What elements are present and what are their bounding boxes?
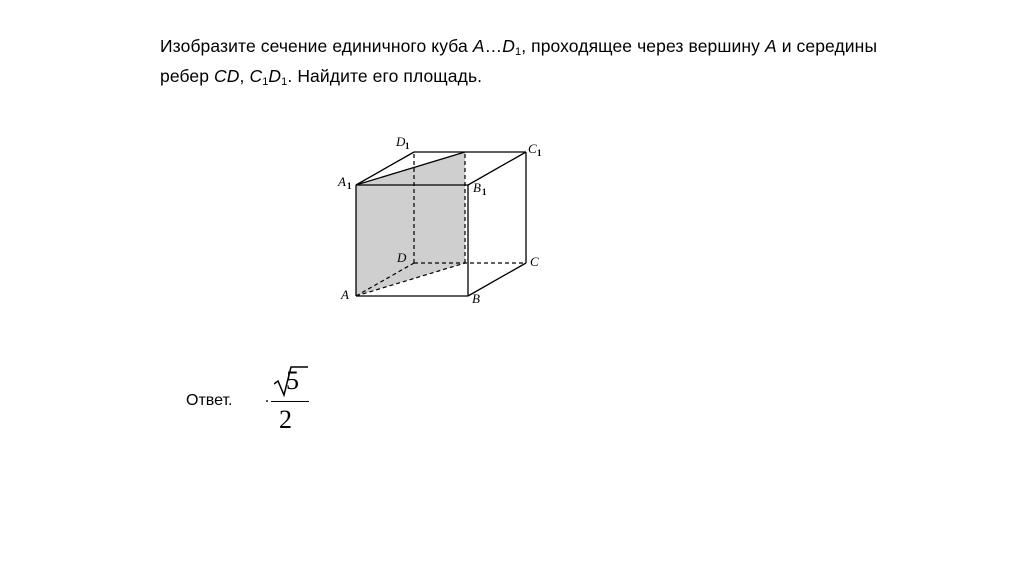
vertex-label-A1: A xyxy=(338,174,346,189)
vertex-label-B1: B xyxy=(473,180,481,195)
decorative-dot xyxy=(266,400,268,402)
vertex-label-D: D xyxy=(397,250,407,265)
vertex-sub-D1: 1 xyxy=(405,141,410,151)
vertex-label-B: B xyxy=(472,291,480,306)
fraction-bar xyxy=(271,401,309,402)
vertex-label-C1: C xyxy=(528,141,537,156)
vertex-label-A: A xyxy=(341,287,349,302)
vertex-sub-A1: 1 xyxy=(347,181,352,191)
answer-fraction xyxy=(262,364,312,436)
section-polygon xyxy=(356,152,465,296)
vertex-sub-C1: 1 xyxy=(537,148,542,158)
vertex-sub-B1: 1 xyxy=(482,187,487,197)
answer-label: Ответ. xyxy=(186,392,233,409)
vertex-label-D1: D xyxy=(396,134,406,149)
problem-line-2: ребер CD, $C_1D_1$. Найдите его площадь. xyxy=(160,66,483,88)
answer-denominator: 2 xyxy=(279,405,292,434)
answer-numerator: 5 xyxy=(286,366,299,395)
vertex-label-C: C xyxy=(530,254,539,269)
problem-line-1: Изобразите сечение единичного куба $A\dots D_1$, проходящее через вершину A и середины xyxy=(160,36,878,58)
